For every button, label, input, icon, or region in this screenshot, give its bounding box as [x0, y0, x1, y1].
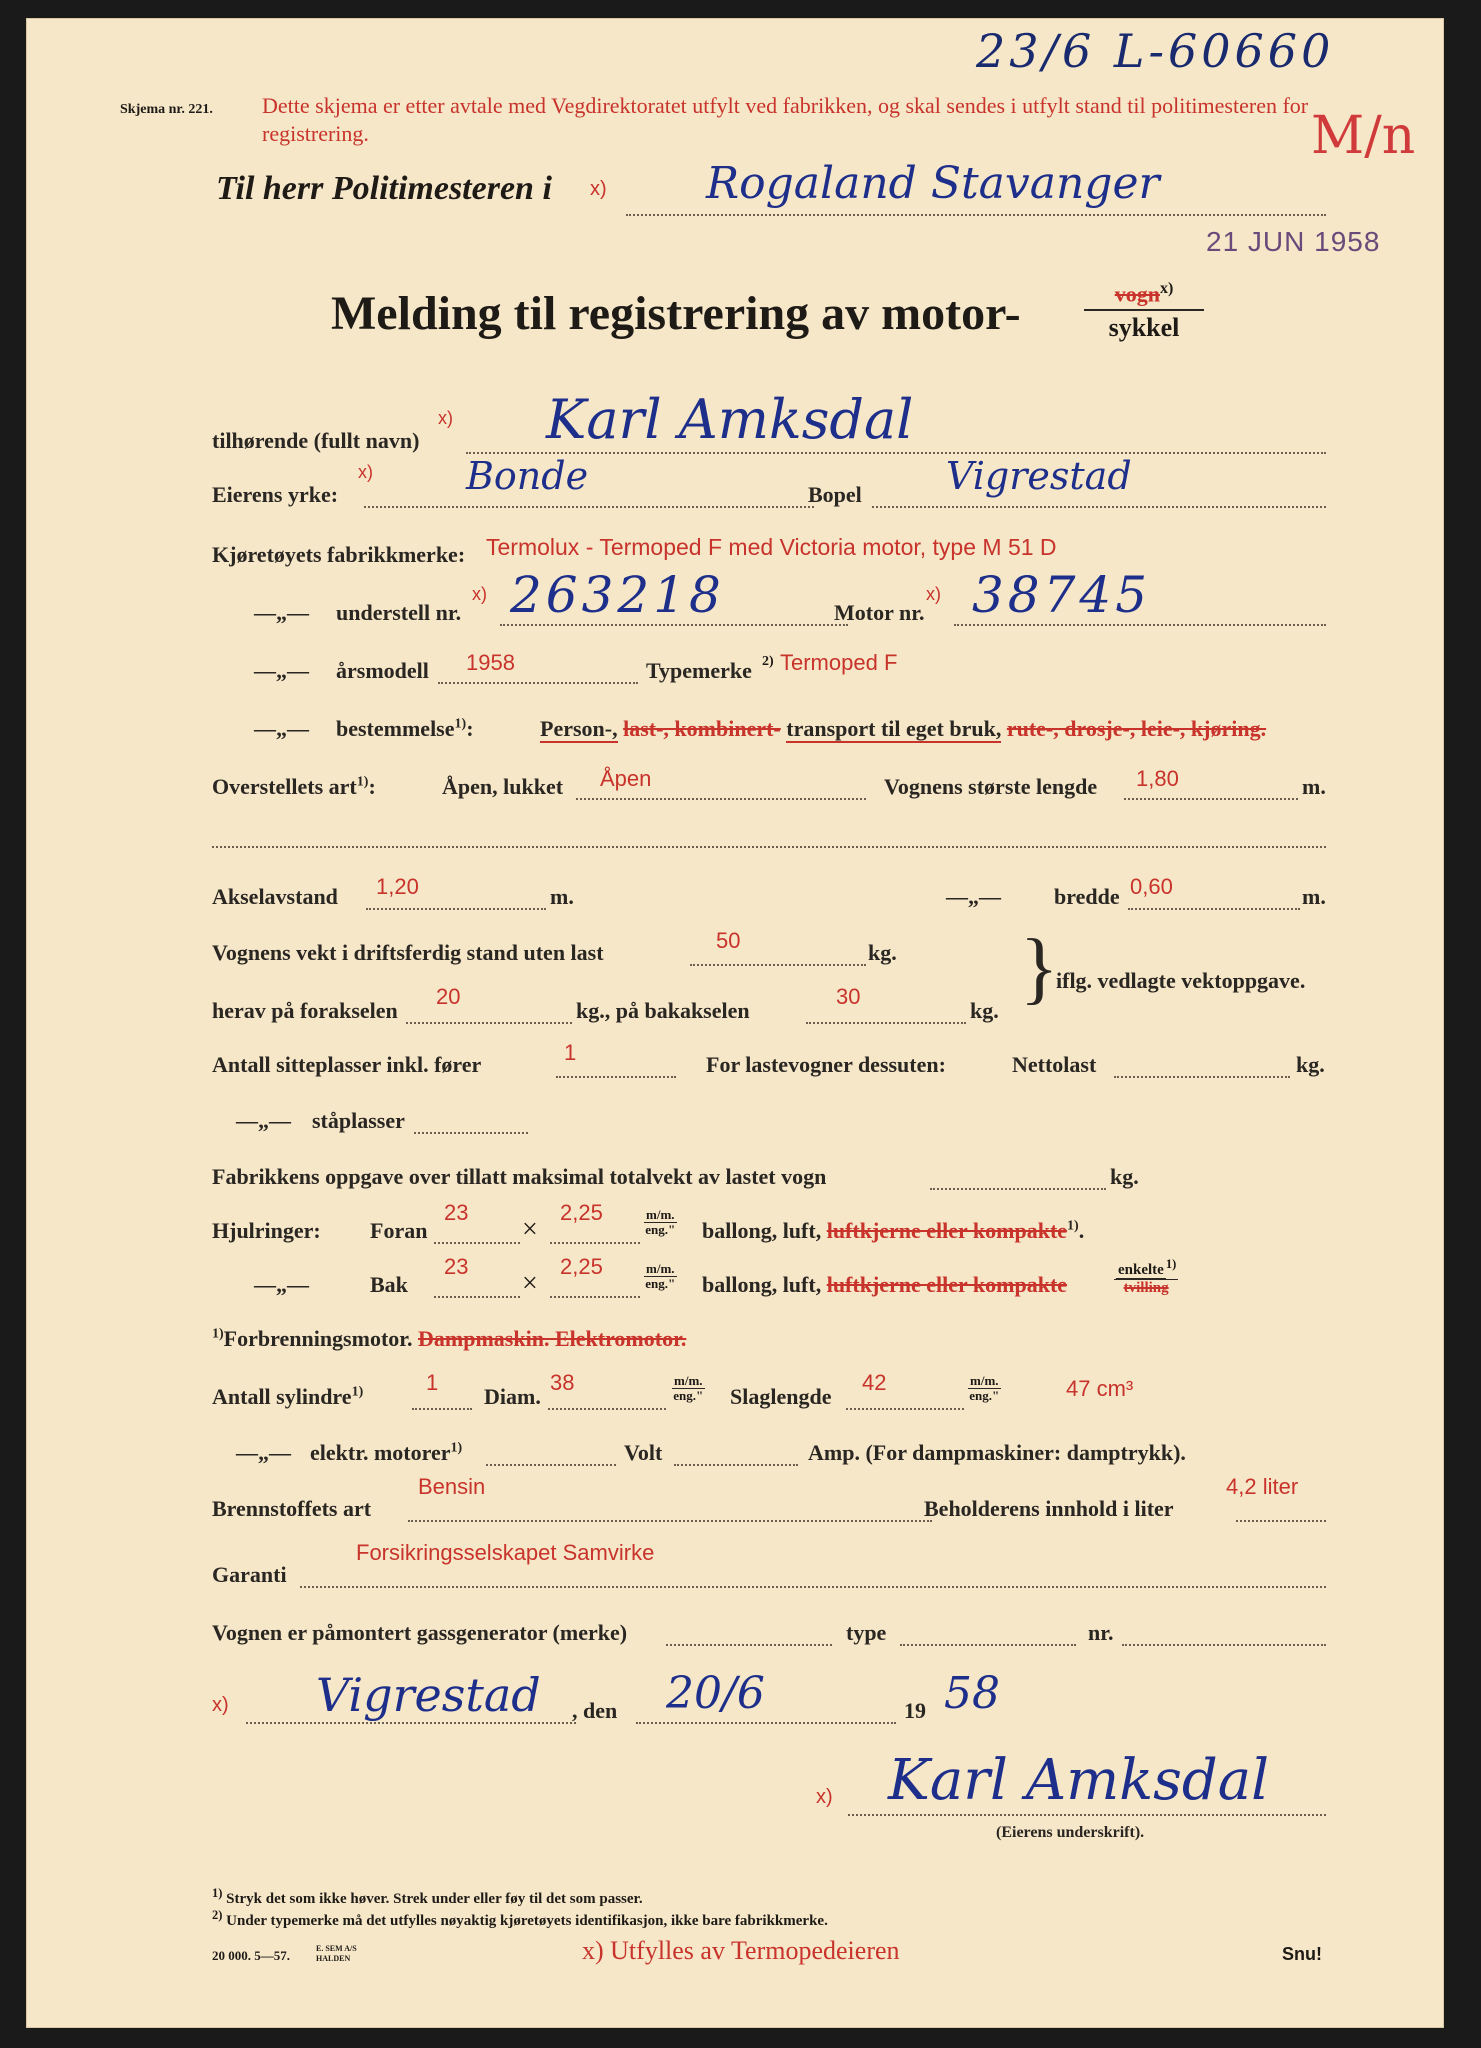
title-top-struck: vogn	[1114, 281, 1160, 307]
elec-label	[310, 1440, 462, 1466]
tyres-front-kinds-text: ballong, luft,	[702, 1218, 822, 1243]
diam-label: Diam.	[484, 1384, 541, 1409]
dash-1: —„—	[254, 600, 309, 625]
guarantee-label: Garanti	[212, 1562, 287, 1587]
occupation-x: x)	[358, 462, 373, 482]
cylinders-dots	[412, 1408, 472, 1410]
tyres-rear-b-dots	[550, 1296, 640, 1298]
motor-dots	[954, 624, 1326, 626]
tyres-front-a-dots	[434, 1242, 520, 1244]
registration-form	[26, 18, 1444, 2028]
typemark-sup: 2)	[762, 654, 774, 669]
body-options: Åpen, lukket	[442, 774, 564, 799]
purpose-label-text: bestemmelse	[336, 716, 455, 741]
chassis-dots	[500, 624, 848, 626]
standing-label: ståplasser	[312, 1108, 405, 1133]
elec-label-text: elektr. motorer	[310, 1440, 451, 1465]
tyres-rear-a: 23	[444, 1254, 469, 1279]
title-fraction	[1084, 280, 1204, 343]
tyres-front-b: 2,25	[560, 1200, 603, 1225]
elec-sup: 1)	[450, 1440, 463, 1456]
tyres-rear-unit-top: m/m.	[646, 1261, 675, 1276]
tank-label: Beholderens innhold i liter	[924, 1496, 1174, 1521]
typemark-label: Typemerke	[646, 658, 752, 683]
dash-4: —„—	[946, 884, 1001, 909]
print-info: 20 000. 5—57.	[212, 1948, 290, 1963]
gas-make-dots	[666, 1644, 832, 1646]
seats-dots	[556, 1076, 676, 1078]
x-mark: x)	[590, 178, 607, 200]
body-label-text: Overstellets art	[212, 774, 357, 799]
max-weight-unit: kg.	[1110, 1164, 1139, 1189]
freight-label: For lastevogner dessuten:	[706, 1052, 946, 1077]
tyres-front-kinds-struck: luftkjerne eller kompakte	[826, 1218, 1068, 1243]
gas-nr-label: nr.	[1088, 1620, 1114, 1645]
dash-7: —„—	[236, 1440, 291, 1465]
tyres-rear-config	[1114, 1258, 1178, 1296]
signing-den-label: , den	[572, 1698, 618, 1723]
recipient-dots	[626, 214, 1326, 216]
tyres-rear-kinds-text: ballong, luft,	[702, 1272, 822, 1297]
cylinders-label-text: Antall sylindre	[212, 1384, 352, 1409]
front-axle-dots	[406, 1022, 572, 1024]
make-value: Termolux - Termoped F med Victoria motor, type M 51 D	[486, 534, 1057, 560]
make-label: Kjøretøyets fabrikkmerke:	[212, 542, 466, 567]
axle-unit: m.	[550, 884, 574, 909]
owner-name-x: x)	[438, 408, 453, 428]
volt-label: Volt	[624, 1440, 663, 1465]
guarantee-value: Forsikringsselskapet Samvirke	[356, 1540, 655, 1565]
body-value: Åpen	[600, 766, 652, 791]
tyres-rear-top-sup: 1)	[1165, 1257, 1177, 1271]
tyres-front-unit-bottom: eng."	[645, 1222, 676, 1238]
weight-unit: kg.	[868, 940, 897, 965]
weight-note: iflg. vedlagte vektoppgave.	[1056, 968, 1306, 993]
stroke-value: 42	[862, 1370, 887, 1395]
tyres-front-sup: 1)	[1067, 1218, 1079, 1234]
handwritten-reference: 23/6 L-60660	[976, 24, 1335, 78]
stroke-unit-bottom: eng."	[969, 1388, 1000, 1404]
body-dots	[576, 798, 866, 800]
width-dots	[1128, 908, 1300, 910]
owner-name-label: tilhørende (fullt navn)	[212, 428, 420, 453]
front-axle-label: herav på forakselen	[212, 998, 398, 1023]
tyres-rear-unit-bottom: eng."	[645, 1276, 676, 1292]
tyres-rear-a-dots	[434, 1296, 520, 1298]
engine-kind-struck: Dampmaskin. Elektromotor.	[418, 1326, 687, 1351]
year-label: årsmodell	[336, 658, 429, 683]
seats-value: 1	[564, 1040, 577, 1065]
recipient-value: Rogaland Stavanger	[706, 158, 1160, 209]
signature-caption: (Eierens underskrift).	[996, 1824, 1145, 1841]
seats-label: Antall sitteplasser inkl. fører	[212, 1052, 482, 1077]
axle-dots	[366, 908, 546, 910]
dash-6: —„—	[254, 1272, 309, 1297]
year-value: 1958	[466, 650, 515, 675]
width-unit: m.	[1302, 884, 1326, 909]
stroke-unit	[968, 1374, 1001, 1404]
footnote-1	[212, 1886, 643, 1908]
footnote-2-mark: 2)	[212, 1908, 223, 1922]
purpose-line	[540, 716, 1266, 742]
signing-date: 20/6	[666, 1668, 765, 1719]
schema-number: Skjema nr. 221.	[120, 102, 213, 117]
purpose-sup: 1)	[454, 716, 467, 732]
dash-3: —„—	[254, 716, 309, 741]
residence-label: Bopel	[808, 482, 862, 507]
max-weight-dots	[930, 1188, 1106, 1190]
footnote-2	[212, 1908, 828, 1930]
form-title: Melding til registrering av motor-	[331, 287, 1021, 340]
weight-dots	[690, 964, 866, 966]
purpose-struck-2: rute-, drosje-, leie-, kjøring.	[1006, 716, 1267, 741]
diam-unit	[672, 1374, 705, 1404]
tyres-rear-label: Bak	[370, 1272, 408, 1297]
rear-axle-value: 30	[836, 984, 861, 1009]
tyres-rear-config-bottom: tvilling	[1123, 1279, 1169, 1296]
front-axle-value: 20	[436, 984, 461, 1009]
date-stamp: 21 JUN 1958	[1206, 226, 1381, 257]
chassis-value: 263218	[510, 566, 725, 624]
fuel-dots	[408, 1520, 932, 1522]
weight-label: Vognens vekt i driftsferdig stand uten last	[212, 940, 604, 965]
tank-value: 4,2 liter	[1226, 1474, 1299, 1499]
title-sup: x)	[1159, 280, 1174, 297]
typemark-value: Termoped F	[780, 650, 898, 675]
year-dots	[438, 682, 638, 684]
cylinders-value: 1	[426, 1370, 439, 1395]
length-value: 1,80	[1136, 766, 1179, 791]
signing-x: x)	[212, 1694, 229, 1716]
stroke-unit-top: m/m.	[970, 1373, 999, 1388]
tyres-rear-config-top	[1114, 1258, 1178, 1280]
standing-dots	[414, 1132, 528, 1134]
tyres-front-b-dots	[550, 1242, 640, 1244]
blank-line-dots	[212, 846, 1326, 848]
place-dots	[246, 1722, 576, 1724]
dash-5: —„—	[236, 1108, 291, 1133]
guarantee-dots	[300, 1586, 1326, 1588]
footnote-1-text: Stryk det som ikke høver. Strek under eller føy til det som passer.	[226, 1891, 643, 1907]
tank-dots	[1236, 1520, 1326, 1522]
owner-signature: Karl Amksdal	[888, 1748, 1270, 1813]
owner-name-value: Karl Amksdal	[546, 388, 914, 451]
weight-value: 50	[716, 928, 741, 953]
diam-value: 38	[550, 1370, 575, 1395]
occupation-value: Bonde	[466, 454, 589, 498]
motor-x: x)	[926, 584, 941, 604]
engine-volume: 47 cm³	[1066, 1376, 1134, 1401]
signing-year-suffix: 58	[944, 1668, 1000, 1719]
amp-label: Amp. (For dampmaskiner: damptrykk).	[808, 1440, 1186, 1465]
motor-value: 38745	[972, 566, 1152, 624]
purpose-struck-1: last-, kombinert-	[623, 716, 781, 741]
tyres-front-a: 23	[444, 1200, 469, 1225]
handwritten-initials: M/n	[1311, 106, 1416, 166]
volt-dots	[674, 1464, 798, 1466]
rear-axle-dots	[806, 1022, 966, 1024]
form-instruction: Dette skjema er etter avtale med Vegdirektoratet utfylt ved fabrikken, og skal sendes i utfylt stand til politimesteren for registrering.	[262, 93, 1309, 146]
engine-kind-sup: 1)	[212, 1326, 224, 1342]
net-dots	[1114, 1076, 1290, 1078]
cylinders-sup: 1)	[351, 1384, 364, 1400]
stroke-label: Slaglengde	[730, 1384, 832, 1409]
rear-axle-unit: kg.	[970, 998, 999, 1023]
tyres-rear-unit	[644, 1262, 677, 1292]
motor-label: Motor nr.	[834, 600, 925, 625]
width-value: 0,60	[1130, 874, 1173, 899]
printer-info: E. SEM A/S HALDEN	[316, 1944, 357, 1963]
weight-brace: }	[1020, 924, 1059, 1012]
tyres-front-label: Foran	[370, 1218, 428, 1243]
tyres-front-kinds: ballong, luft, luftkjerne eller kompakte$^{1)}$.	[702, 1218, 1085, 1243]
tyres-rear-times: ×	[522, 1268, 538, 1299]
signature-dots	[848, 1814, 1326, 1816]
gas-type-dots	[900, 1644, 1076, 1646]
title-bottom: sykkel	[1108, 313, 1180, 343]
fuel-value: Bensin	[418, 1474, 486, 1499]
length-label: Vognens største lengde	[884, 774, 1098, 799]
tyres-rear-kinds-struck: luftkjerne eller kompakte	[826, 1272, 1068, 1297]
residence-dots	[872, 506, 1326, 508]
length-unit: m.	[1302, 774, 1326, 799]
gas-label: Vognen er påmontert gassgenerator (merke)	[212, 1620, 628, 1645]
diam-unit-bottom: eng."	[673, 1388, 704, 1404]
fill-note: x) Utfylles av Termopedeieren	[582, 1936, 900, 1965]
chassis-x: x)	[472, 584, 487, 604]
residence-value: Vigrestad	[946, 454, 1132, 498]
fuel-label: Brennstoffets art	[212, 1496, 372, 1521]
tyres-rear-top-text: enkelte	[1118, 1262, 1164, 1278]
purpose-label: bestemmelse$^{1)}$:	[336, 716, 474, 741]
length-dots	[1124, 798, 1298, 800]
body-label: Overstellets art$^{1)}$:	[212, 774, 376, 799]
tyres-rear-kinds	[702, 1272, 1067, 1298]
net-unit: kg.	[1296, 1052, 1325, 1077]
occupation-dots	[364, 506, 814, 508]
axle-value: 1,20	[376, 874, 419, 899]
occupation-label: Eierens yrke:	[212, 482, 339, 507]
gas-nr-dots	[1122, 1644, 1326, 1646]
date-dots	[636, 1722, 896, 1724]
signing-year-prefix: 19	[904, 1698, 926, 1723]
turn-page: Snu!	[1282, 1944, 1322, 1964]
footnote-2-text: Under typemerke må det utfylles nøyaktig kjøretøyets identifikasjon, ikke bare fabrikkmerke.	[226, 1913, 828, 1929]
gas-type-label: type	[846, 1620, 887, 1645]
engine-kind	[212, 1326, 686, 1352]
chassis-label: understell nr.	[336, 600, 462, 625]
tyres-rear-b: 2,25	[560, 1254, 603, 1279]
dash-2: —„—	[254, 658, 309, 683]
tyres-front-unit	[644, 1208, 677, 1238]
tyres-front-unit-top: m/m.	[646, 1207, 675, 1222]
rear-axle-label: kg., på bakakselen	[576, 998, 750, 1023]
purpose-own: transport til eget bruk,	[786, 716, 1002, 741]
purpose-person: Person-,	[540, 716, 618, 741]
elec-dots	[486, 1464, 616, 1466]
width-label: bredde	[1054, 884, 1120, 909]
stroke-dots	[846, 1408, 964, 1410]
tyres-label: Hjulringer:	[212, 1218, 321, 1243]
footnote-1-mark: 1)	[212, 1886, 223, 1900]
axle-label: Akselavstand	[212, 884, 338, 909]
max-weight-label: Fabrikkens oppgave over tillatt maksimal totalvekt av lastet vogn	[212, 1164, 827, 1189]
recipient-label: Til herr Politimesteren i	[216, 170, 552, 207]
diam-dots	[548, 1408, 666, 1410]
signing-place: Vigrestad	[316, 1668, 541, 1722]
diam-unit-top: m/m.	[674, 1373, 703, 1388]
tyres-front-times: ×	[522, 1214, 538, 1245]
owner-name-dots	[466, 452, 1326, 454]
signature-x: x)	[816, 1786, 833, 1808]
engine-kind-text: Forbrenningsmotor.	[223, 1326, 413, 1351]
body-sup: 1)	[356, 774, 369, 790]
net-label: Nettolast	[1012, 1052, 1097, 1077]
cylinders-label	[212, 1384, 363, 1410]
